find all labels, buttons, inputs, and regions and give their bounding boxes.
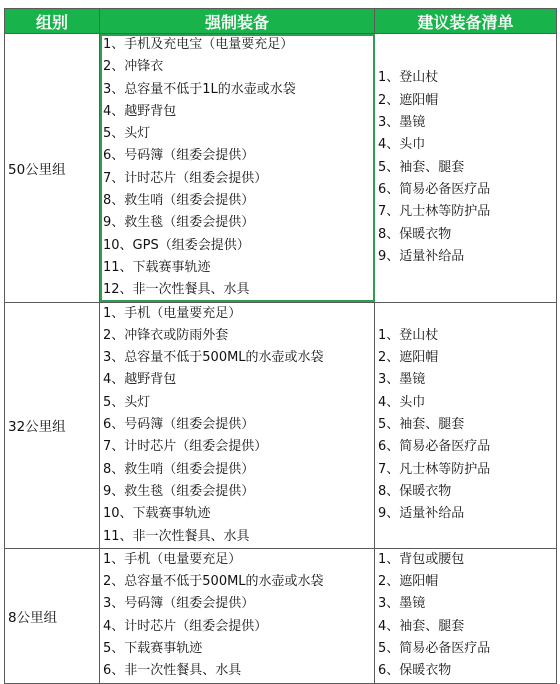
suggested-gear-item: 1、登山杖 (378, 70, 439, 86)
mandatory-gear-item: 3、号码簿（组委会提供） (103, 596, 255, 612)
header-suggested-gear: 建议装备清单 (375, 9, 557, 34)
mandatory-gear-item: 1、手机及充电宝（电量要充足） (103, 37, 294, 52)
mandatory-gear-item: 10、GPS（组委会提供） (103, 237, 250, 253)
suggested-gear-item: 4、头巾 (378, 137, 426, 153)
mandatory-gear-item: 7、计时芯片（组委会提供） (103, 439, 268, 455)
suggested-gear-item: 2、遮阳帽 (378, 574, 439, 590)
suggested-gear-item: 3、墨镜 (378, 115, 426, 131)
suggested-gear-item: 3、墨镜 (378, 596, 426, 612)
mandatory-gear-cell (100, 34, 375, 303)
suggested-gear-item: 6、保暖衣物 (378, 663, 452, 679)
suggested-gear-item: 5、简易必备医疗品 (378, 641, 491, 657)
group-name-cell: 8公里组 (5, 548, 100, 683)
header-mandatory-gear: 强制装备 (100, 9, 375, 34)
suggested-gear-item: 2、遮阳帽 (378, 92, 439, 108)
suggested-gear-item: 7、凡士林等防护品 (378, 204, 491, 220)
mandatory-gear-item: 2、冲锋衣或防雨外套 (103, 327, 229, 343)
mandatory-gear-item: 10、下载赛事轨迹 (103, 506, 211, 522)
table-row (5, 34, 557, 303)
table-header-row (5, 9, 557, 34)
suggested-gear-item: 9、适量补给品 (378, 506, 465, 522)
mandatory-gear-item: 7、计时芯片（组委会提供） (103, 170, 268, 186)
mandatory-gear-cell (100, 302, 375, 548)
mandatory-gear-item: 1、手机（电量要充足） (103, 305, 242, 321)
suggested-gear-item: 9、适量补给品 (378, 248, 465, 264)
mandatory-gear-item: 1、手机（电量要充足） (103, 551, 242, 567)
suggested-gear-item: 1、背包或腰包 (378, 551, 465, 567)
mandatory-gear-item: 9、救生毯（组委会提供） (103, 215, 255, 231)
mandatory-gear-cell (100, 548, 375, 683)
mandatory-gear-item: 5、下载赛事轨迹 (103, 641, 203, 657)
mandatory-gear-item: 2、冲锋衣 (103, 59, 164, 75)
suggested-gear-item: 8、保暖衣物 (378, 483, 452, 499)
mandatory-gear-item: 4、越野背包 (103, 103, 177, 119)
mandatory-gear-item: 6、号码簿（组委会提供） (103, 148, 255, 164)
suggested-gear-item: 7、凡士林等防护品 (378, 461, 491, 477)
group-name-cell: 50公里组 (5, 34, 100, 303)
table-row (5, 548, 557, 683)
mandatory-gear-item: 12、非一次性餐具、水具 (103, 282, 250, 298)
suggested-gear-item: 6、简易必备医疗品 (378, 439, 491, 455)
suggested-gear-cell (375, 302, 557, 548)
equipment-table (4, 8, 557, 684)
suggested-gear-cell (375, 34, 557, 303)
suggested-gear-item: 4、袖套、腿套 (378, 618, 465, 634)
group-name-cell: 32公里组 (5, 302, 100, 548)
suggested-gear-item: 8、保暖衣物 (378, 226, 452, 242)
suggested-gear-item: 1、登山杖 (378, 327, 439, 343)
mandatory-gear-item: 4、计时芯片（组委会提供） (103, 618, 268, 634)
mandatory-gear-item: 6、号码簿（组委会提供） (103, 417, 255, 433)
mandatory-gear-item: 11、非一次性餐具、水具 (103, 528, 250, 544)
mandatory-gear-item: 3、总容量不低于500ML的水壶或水袋 (103, 350, 324, 366)
suggested-gear-item: 5、袖套、腿套 (378, 417, 465, 433)
mandatory-gear-item: 5、头灯 (103, 126, 151, 142)
mandatory-gear-item: 8、救生哨（组委会提供） (103, 461, 255, 477)
suggested-gear-cell (375, 548, 557, 683)
suggested-gear-item: 3、墨镜 (378, 372, 426, 388)
header-group: 组别 (5, 9, 100, 34)
suggested-gear-item: 6、简易必备医疗品 (378, 181, 491, 197)
mandatory-gear-item: 6、非一次性餐具、水具 (103, 663, 242, 679)
suggested-gear-item: 5、袖套、腿套 (378, 159, 465, 175)
mandatory-gear-item: 8、救生哨（组委会提供） (103, 193, 255, 209)
table-row (5, 302, 557, 548)
mandatory-gear-item: 11、下载赛事轨迹 (103, 259, 211, 275)
suggested-gear-item: 2、遮阳帽 (378, 350, 439, 366)
mandatory-gear-item: 9、救生毯（组委会提供） (103, 483, 255, 499)
mandatory-gear-item: 2、总容量不低于500ML的水壶或水袋 (103, 574, 324, 590)
mandatory-gear-item: 4、越野背包 (103, 372, 177, 388)
mandatory-gear-item: 5、头灯 (103, 394, 151, 410)
mandatory-gear-item: 3、总容量不低于1L的水壶或水袋 (103, 81, 296, 97)
suggested-gear-item: 4、头巾 (378, 394, 426, 410)
